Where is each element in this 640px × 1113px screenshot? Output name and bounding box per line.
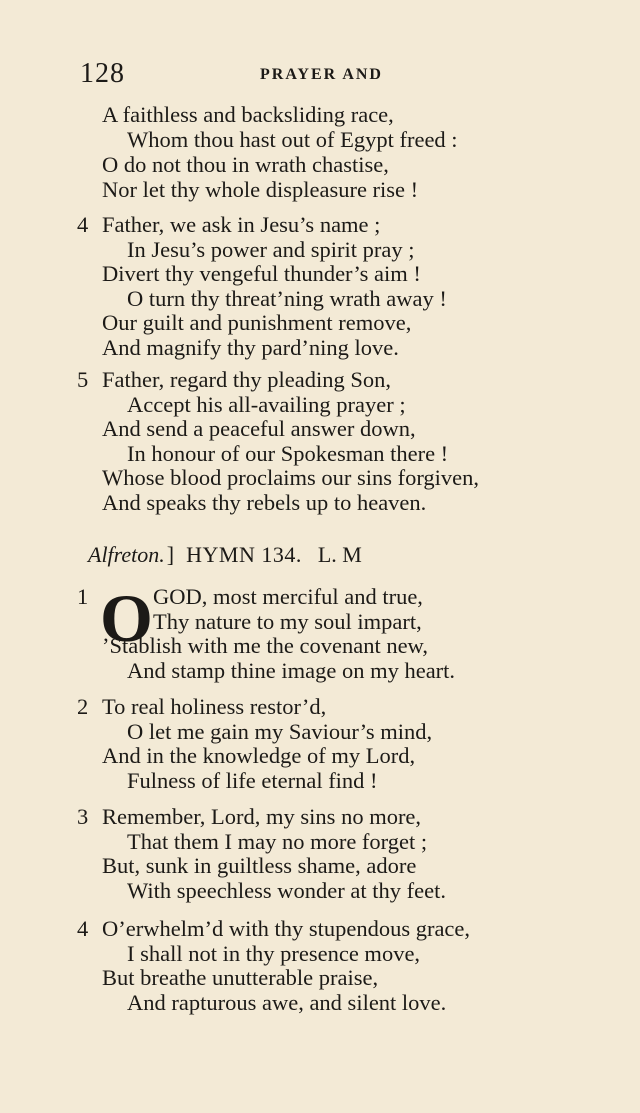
verse-line: O’erwhelm’d with thy stupendous grace, [102, 916, 471, 941]
stanza-number: 4 [77, 916, 89, 941]
stanza-number: 1 [77, 584, 89, 609]
stanza-number: 5 [77, 367, 89, 392]
verse-line: In Jesu’s power and spirit pray ; [127, 237, 415, 262]
verse-line: Father, regard thy pleading Son, [102, 367, 392, 392]
verse-line: And in the knowledge of my Lord, [102, 743, 416, 768]
verse-line: To real holiness restor’d, [102, 694, 327, 719]
verse-line: O let me gain my Saviour’s mind, [127, 719, 433, 744]
verse-line: I shall not in thy presence move, [127, 941, 421, 966]
verse-line: Thy nature to my soul impart, [153, 609, 422, 634]
verse-line: ’Stablish with me the covenant new, [102, 633, 428, 658]
verse-line: Whose blood proclaims our sins forgiven, [102, 465, 480, 490]
page-number: 128 [80, 58, 125, 89]
verse-line: And speaks thy rebels up to heaven. [102, 490, 427, 515]
stanza-number: 3 [77, 804, 89, 829]
verse-line: And magnify thy pard’ning love. [102, 335, 399, 360]
running-head: PRAYER AND [260, 66, 383, 83]
tune-bracket: ] [166, 542, 175, 567]
verse-line: Whom thou hast out of Egypt freed : [127, 127, 458, 152]
verse-line: Fulness of life eternal find ! [127, 768, 378, 793]
verse-line: Remember, Lord, my sins no more, [102, 804, 422, 829]
stanza-number: 4 [77, 212, 89, 237]
verse-line: A faithless and backsliding race, [102, 102, 394, 127]
verse-line: With speechless wonder at thy feet. [127, 878, 446, 903]
verse-line: O turn thy threat’ning wrath away ! [127, 286, 447, 311]
verse-line: And stamp thine image on my heart. [127, 658, 456, 683]
verse-line: But, sunk in guiltless shame, adore [102, 853, 417, 878]
verse-line: O do not thou in wrath chastise, [102, 152, 389, 177]
verse-line: But breathe unutterable praise, [102, 965, 379, 990]
verse-line: Father, we ask in Jesu’s name ; [102, 212, 381, 237]
hymn-title [88, 542, 362, 568]
verse-line: GOD, most merciful and true, [153, 584, 423, 609]
verse-line: Accept his all-availing prayer ; [127, 392, 406, 417]
verse-line: Our guilt and punishment remove, [102, 310, 412, 335]
stanza-number: 2 [77, 694, 89, 719]
verse-line: Nor let thy whole displeasure rise ! [102, 177, 419, 202]
verse-line: Divert thy vengeful thunder’s aim ! [102, 261, 421, 286]
hymn-number: HYMN 134. [186, 542, 302, 567]
drop-cap: O [100, 580, 153, 656]
tune-name: Alfreton. [88, 542, 165, 567]
verse-line: And send a peaceful answer down, [102, 416, 416, 441]
verse-line: And rapturous awe, and silent love. [127, 990, 447, 1015]
hymn-meter: L. M [317, 542, 362, 567]
verse-line: That them I may no more forget ; [127, 829, 428, 854]
verse-line: In honour of our Spokesman there ! [127, 441, 449, 466]
page-header [80, 58, 560, 98]
